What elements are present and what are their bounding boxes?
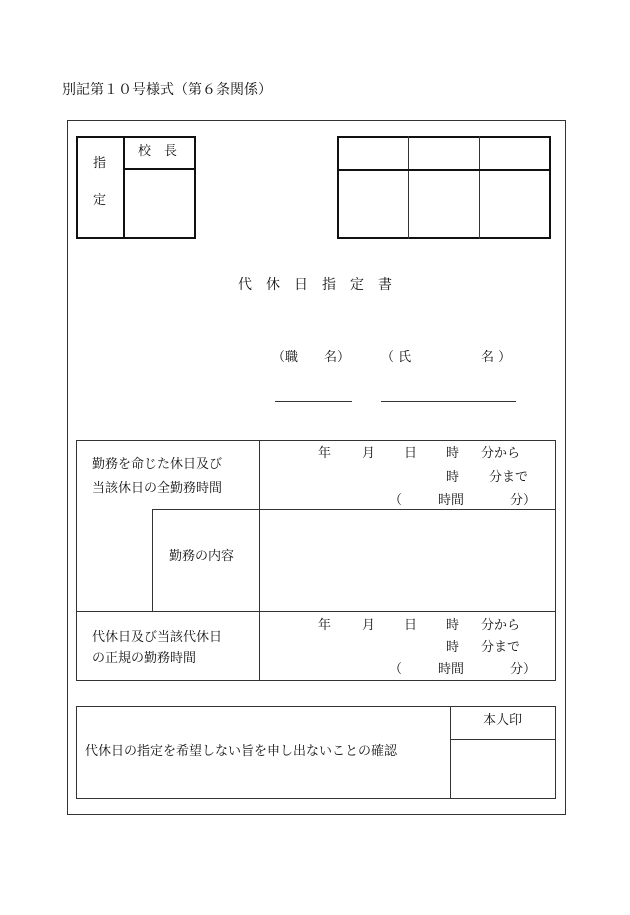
- personal-seal-field[interactable]: [452, 741, 554, 797]
- row1-minute-from: 分から: [481, 446, 521, 461]
- row1-day: 日: [404, 446, 418, 461]
- row1-hour2: 時: [446, 470, 460, 485]
- row1-year: 年: [318, 446, 332, 461]
- row2-label: 勤務の内容: [169, 549, 235, 564]
- principal-seal-field[interactable]: [125, 170, 194, 237]
- row3-hour: 時: [446, 618, 460, 633]
- row3-label-line1: 代休日及び当該代休日: [92, 630, 223, 645]
- name-label-open: （ 氏: [381, 350, 412, 365]
- row1-month: 月: [362, 446, 376, 461]
- confirm-text: 代休日の指定を希望しない旨を申し出ないことの確認: [85, 744, 398, 759]
- row3-day: 日: [404, 618, 418, 633]
- row3-minutes-close: 分）: [510, 662, 537, 677]
- row1-paren-open: （: [389, 493, 403, 508]
- row1-minute-to: 分まで: [489, 470, 529, 485]
- approval-label-bottom: 定: [93, 193, 107, 208]
- stamp-cell-2[interactable]: [410, 171, 478, 237]
- row1-hour: 時: [446, 446, 460, 461]
- name-label-close: 名 ）: [481, 350, 512, 365]
- row3-hour2: 時: [446, 640, 460, 655]
- stamp-cell-1[interactable]: [339, 171, 407, 237]
- job-title-label: （職 名）: [272, 350, 351, 365]
- name-line: [381, 401, 516, 402]
- row1-minutes-close: 分）: [510, 493, 537, 508]
- row3-label-line2: の正規の勤務時間: [92, 651, 197, 666]
- seal-label: 本人印: [483, 713, 523, 728]
- row3-datetime-field[interactable]: [261, 613, 554, 679]
- row3-minute-from: 分から: [481, 618, 521, 633]
- row1-hours: 時間: [438, 493, 465, 508]
- work-content-field[interactable]: [261, 511, 554, 610]
- row1-datetime-field[interactable]: [261, 442, 554, 508]
- row3-month: 月: [362, 618, 376, 633]
- row1-label-line1: 勤務を命じた休日及び: [92, 457, 223, 472]
- row1-label-line2: 当該休日の全勤務時間: [92, 481, 223, 496]
- row3-year: 年: [318, 618, 332, 633]
- job-title-field[interactable]: [275, 380, 352, 400]
- row3-minute-to: 分まで: [481, 640, 521, 655]
- row3-paren-open: （: [389, 662, 403, 677]
- row3-hours: 時間: [438, 662, 465, 677]
- name-field[interactable]: [381, 380, 516, 400]
- principal-label: 校 長: [138, 144, 178, 159]
- document-title: 代 休 日 指 定 書: [238, 277, 392, 293]
- form-number: 別記第１０号様式（第６条関係）: [62, 82, 272, 98]
- job-title-line: [275, 401, 352, 402]
- stamp-cell-3[interactable]: [481, 171, 549, 237]
- approval-label-top: 指: [93, 156, 107, 171]
